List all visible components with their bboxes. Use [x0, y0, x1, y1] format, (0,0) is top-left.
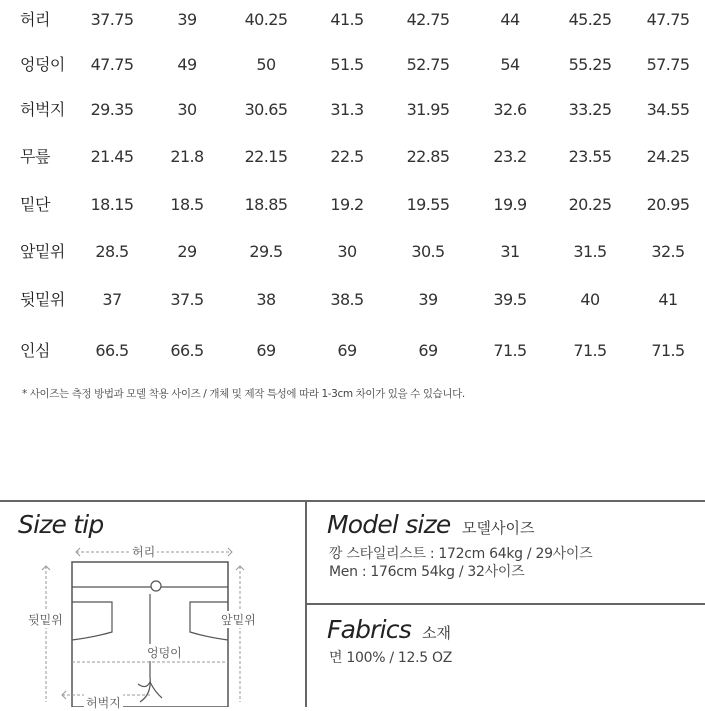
- thigh-label: 허벅지: [86, 696, 121, 710]
- table-cell: 24.25: [646, 147, 690, 166]
- horizontal-divider: [306, 603, 705, 605]
- table-cell: 54: [500, 55, 520, 74]
- table-cell: 29.5: [249, 242, 283, 261]
- table-cell: 47.75: [90, 55, 134, 74]
- fabrics-title-kr: 소재: [422, 624, 451, 642]
- table-cell: 47.75: [646, 10, 690, 29]
- fabrics-title: Fabrics: [327, 615, 411, 644]
- table-cell: 34.55: [646, 100, 690, 119]
- table-cell: 40.25: [244, 10, 288, 29]
- row-label: 뒷밑위: [20, 290, 65, 309]
- table-cell: 18.85: [244, 195, 288, 214]
- table-cell: 33.25: [568, 100, 612, 119]
- table-cell: 29: [177, 242, 197, 261]
- table-cell: 52.75: [406, 55, 450, 74]
- table-cell: 21.8: [170, 147, 204, 166]
- table-cell: 19.55: [406, 195, 450, 214]
- back-rise-label: 뒷밑위: [28, 613, 63, 627]
- table-row: [0, 190, 705, 220]
- size-tip-title: Size tip: [18, 510, 104, 539]
- table-cell: 69: [256, 341, 276, 360]
- table-cell: 44: [500, 10, 520, 29]
- table-cell: 41: [658, 290, 678, 309]
- row-label: 밑단: [20, 195, 50, 214]
- table-cell: 69: [418, 341, 438, 360]
- table-cell: 45.25: [568, 10, 612, 29]
- table-cell: 21.45: [90, 147, 134, 166]
- table-cell: 38.5: [330, 290, 364, 309]
- table-cell: 31.3: [330, 100, 364, 119]
- model-size-title: Model size: [327, 510, 451, 539]
- table-cell: 37.75: [90, 10, 134, 29]
- table-cell: 29.35: [90, 100, 134, 119]
- table-cell: 39: [177, 10, 197, 29]
- table-cell: 55.25: [568, 55, 612, 74]
- table-cell: 41.5: [330, 10, 364, 29]
- table-row: [0, 95, 705, 125]
- table-cell: 30: [177, 100, 197, 119]
- table-cell: 37: [102, 290, 122, 309]
- model-info-line: Men : 176cm 54kg / 32사이즈: [329, 564, 525, 580]
- info-box: [0, 500, 705, 710]
- table-row: [0, 237, 705, 267]
- table-cell: 30.65: [244, 100, 288, 119]
- table-cell: 19.2: [330, 195, 364, 214]
- table-cell: 32.6: [493, 100, 527, 119]
- table-row: [0, 142, 705, 172]
- table-cell: 20.25: [568, 195, 612, 214]
- table-cell: 30.5: [411, 242, 445, 261]
- table-cell: 49: [177, 55, 197, 74]
- table-cell: 69: [337, 341, 357, 360]
- table-cell: 23.55: [568, 147, 612, 166]
- table-cell: 71.5: [573, 341, 607, 360]
- waist-label: 허리: [132, 545, 156, 559]
- table-cell: 18.5: [170, 195, 204, 214]
- table-cell: 19.9: [493, 195, 527, 214]
- hip-label: 엉덩이: [147, 646, 182, 660]
- table-cell: 31: [500, 242, 520, 261]
- table-cell: 30: [337, 242, 357, 261]
- table-cell: 31.5: [573, 242, 607, 261]
- table-cell: 39.5: [493, 290, 527, 309]
- table-row: [0, 336, 705, 366]
- table-cell: 71.5: [651, 341, 685, 360]
- row-label: 앞밑위: [20, 242, 65, 261]
- table-cell: 40: [580, 290, 600, 309]
- table-cell: 20.95: [646, 195, 690, 214]
- table-cell: 51.5: [330, 55, 364, 74]
- table-cell: 38: [256, 290, 276, 309]
- table-cell: 22.85: [406, 147, 450, 166]
- table-cell: 28.5: [95, 242, 129, 261]
- table-cell: 42.75: [406, 10, 450, 29]
- size-disclaimer: * 사이즈는 측정 방법과 모델 착용 사이즈 / 개체 및 제작 특성에 따라 1-3cm 차이가 있을 수 있습니다.: [22, 388, 465, 400]
- model-size-title-kr: 모델사이즈: [462, 519, 535, 537]
- table-cell: 50: [256, 55, 276, 74]
- model-info-line: 깡 스타일리스트 : 172cm 64kg / 29사이즈: [329, 546, 593, 562]
- row-label: 엉덩이: [20, 55, 65, 74]
- table-cell: 66.5: [95, 341, 129, 360]
- table-cell: 37.5: [170, 290, 204, 309]
- table-cell: 57.75: [646, 55, 690, 74]
- table-cell: 31.95: [406, 100, 450, 119]
- row-label: 무릎: [20, 147, 50, 166]
- fabric-info-line: 면 100% / 12.5 OZ: [329, 650, 453, 666]
- table-row: [0, 285, 705, 315]
- row-label: 허리: [20, 10, 50, 29]
- table-cell: 22.15: [244, 147, 288, 166]
- table-cell: 39: [418, 290, 438, 309]
- table-cell: 66.5: [170, 341, 204, 360]
- table-cell: 32.5: [651, 242, 685, 261]
- pants-diagram: [0, 502, 305, 707]
- row-label: 허벅지: [20, 100, 65, 119]
- front-rise-label: 앞밑위: [221, 613, 256, 627]
- table-row: [0, 5, 705, 35]
- table-row: [0, 50, 705, 80]
- table-cell: 71.5: [493, 341, 527, 360]
- row-label: 인심: [20, 341, 50, 360]
- table-cell: 23.2: [493, 147, 527, 166]
- table-cell: 22.5: [330, 147, 364, 166]
- table-cell: 18.15: [90, 195, 134, 214]
- button-shape: [151, 581, 161, 591]
